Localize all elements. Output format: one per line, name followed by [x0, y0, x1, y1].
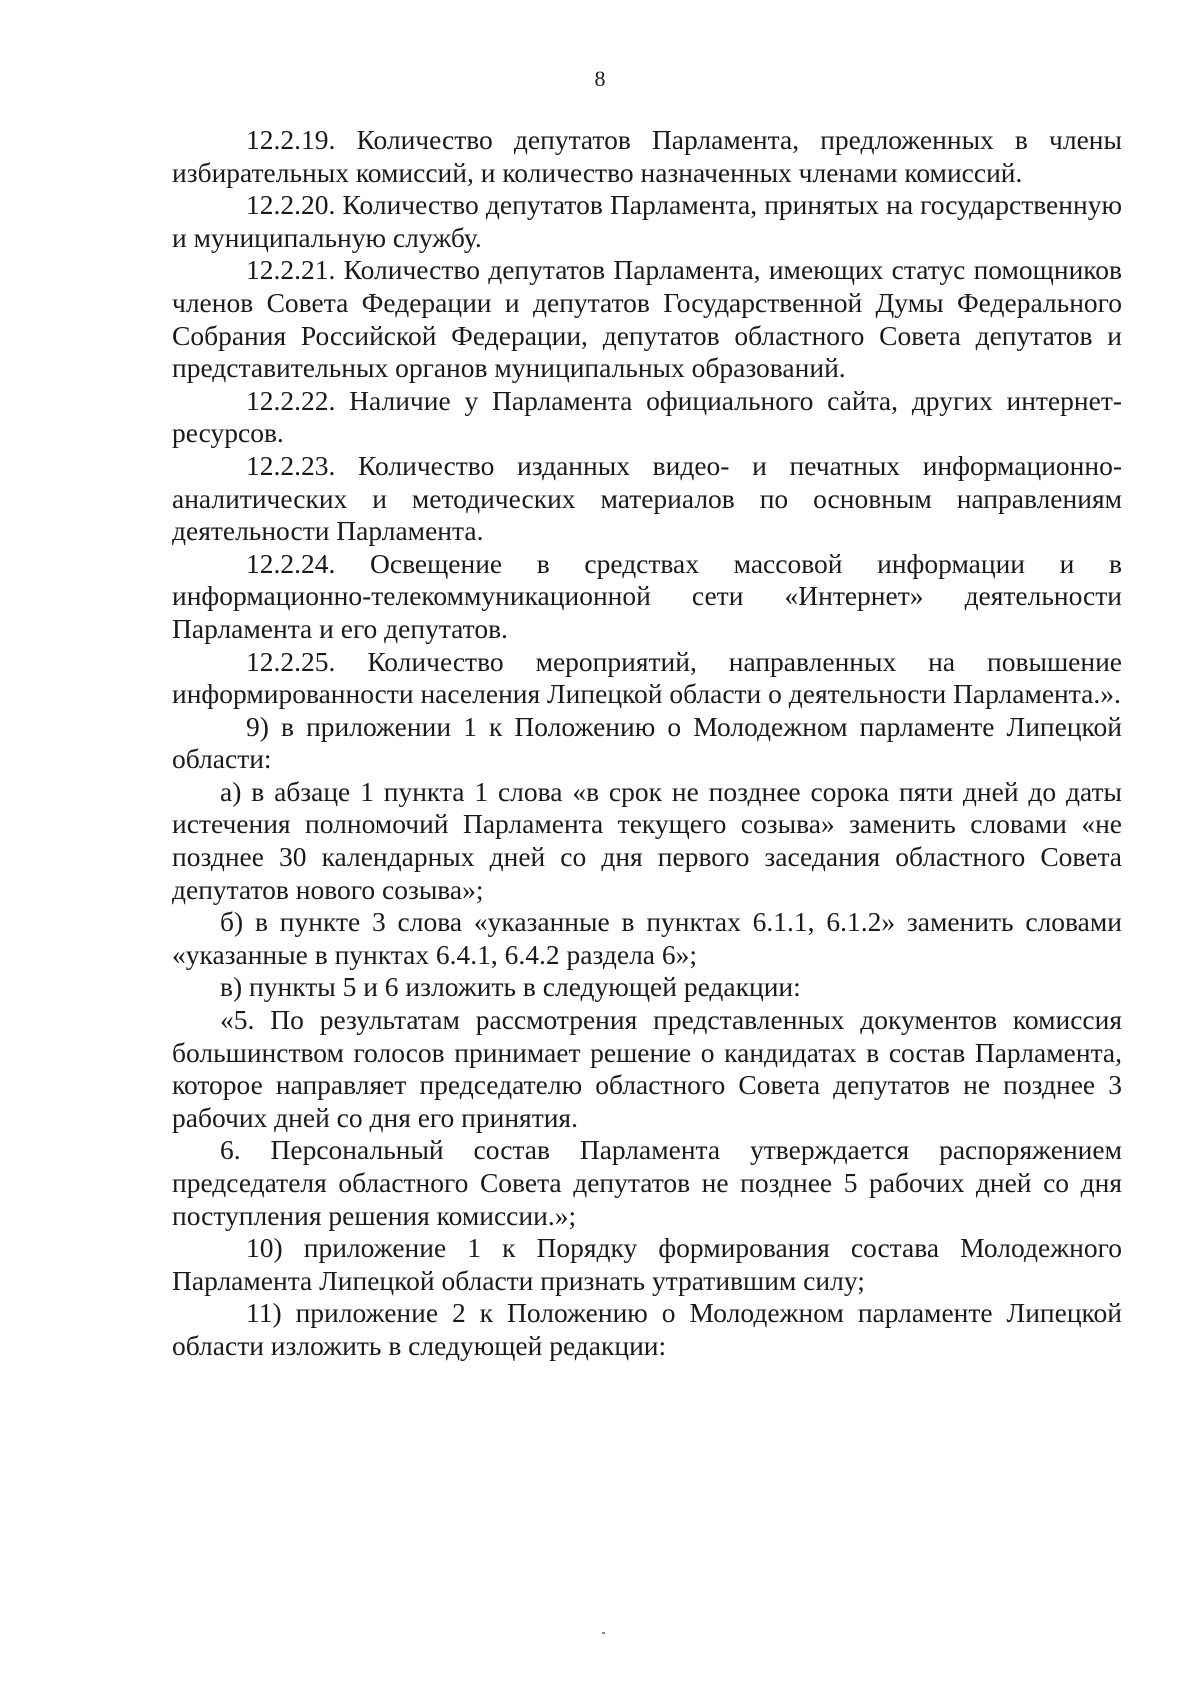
paragraph-subitem-b: б) в пункте 3 слова «указанные в пунктах 6.1.1, 6.1.2» заменить словами «указанные в пунктах 6.4.1, 6.4.2 раздела 6»; — [172, 906, 1122, 970]
paragraph-point-5: «5. По результатам рассмотрения представленных документов комиссия большинством голосов принимает решение о кандидатах в состав Парламента, которое направляет председателю областного Совета депутатов не позднее 3 рабочих дней со дня его принятия. — [172, 1004, 1122, 1133]
paragraph-item-10: 10) приложение 1 к Порядку формирования состава Молодежного Парламента Липецкой области признать утратившим силу; — [172, 1232, 1122, 1296]
paragraph-point-6: 6. Персональный состав Парламента утверждается распоряжением председателя областного Совета депутатов не позднее 5 рабочих дней со дня поступления решения комиссии.»; — [172, 1134, 1122, 1231]
paragraph-subitem-a: а) в абзаце 1 пункта 1 слова «в срок не позднее сорока пяти дней до даты истечения полномочий Парламента текущего созыва» заменить словами «не позднее 30 календарных дней со дня первого заседания областного Совета депутатов нового созыва»; — [172, 775, 1122, 905]
paragraph-12-2-21: 12.2.21. Количество депутатов Парламента, имеющих статус помощников членов Совета Федерации и депутатов Государственной Думы Федерального Собрания Российской Федерации, депутатов областного Совета депутатов и представительных органов муниципальных образований. — [172, 254, 1122, 384]
paragraph-item-9: 9) в приложении 1 к Положению о Молодежном парламенте Липецкой области: — [172, 710, 1122, 775]
paragraph-item-11: 11) приложение 2 к Положению о Молодежном парламенте Липецкой области изложить в следующей редакции: — [172, 1297, 1122, 1361]
paragraph-12-2-25: 12.2.25. Количество мероприятий, направленных на повышение информированности населения Липецкой области о деятельности Парламента.». — [172, 645, 1122, 710]
paragraph-12-2-22: 12.2.22. Наличие у Парламента официального сайта, других интернет-ресурсов. — [172, 384, 1122, 449]
paragraph-12-2-23: 12.2.23. Количество изданных видео- и печатных информационно-аналитических и методических материалов по основным направлениям деятельности Парламента. — [172, 449, 1122, 547]
document-body — [172, 124, 1122, 1363]
paragraph-12-2-19: 12.2.19. Количество депутатов Парламента, предложенных в члены избирательных комиссий, и количество назначенных членами комиссий. — [172, 124, 1122, 188]
scan-artifact-dot — [602, 1632, 605, 1634]
paragraph-12-2-20: 12.2.20. Количество депутатов Парламента, принятых на государственную и муниципальную службу. — [172, 189, 1122, 253]
page-number: 8 — [594, 66, 606, 91]
paragraph-subitem-v: в) пункты 5 и 6 изложить в следующей редакции: — [220, 971, 801, 1003]
paragraph-12-2-24: 12.2.24. Освещение в средствах массовой информации и в информационно-телекоммуникационной сети «Интернет» деятельности Парламента и его депутатов. — [172, 547, 1122, 644]
